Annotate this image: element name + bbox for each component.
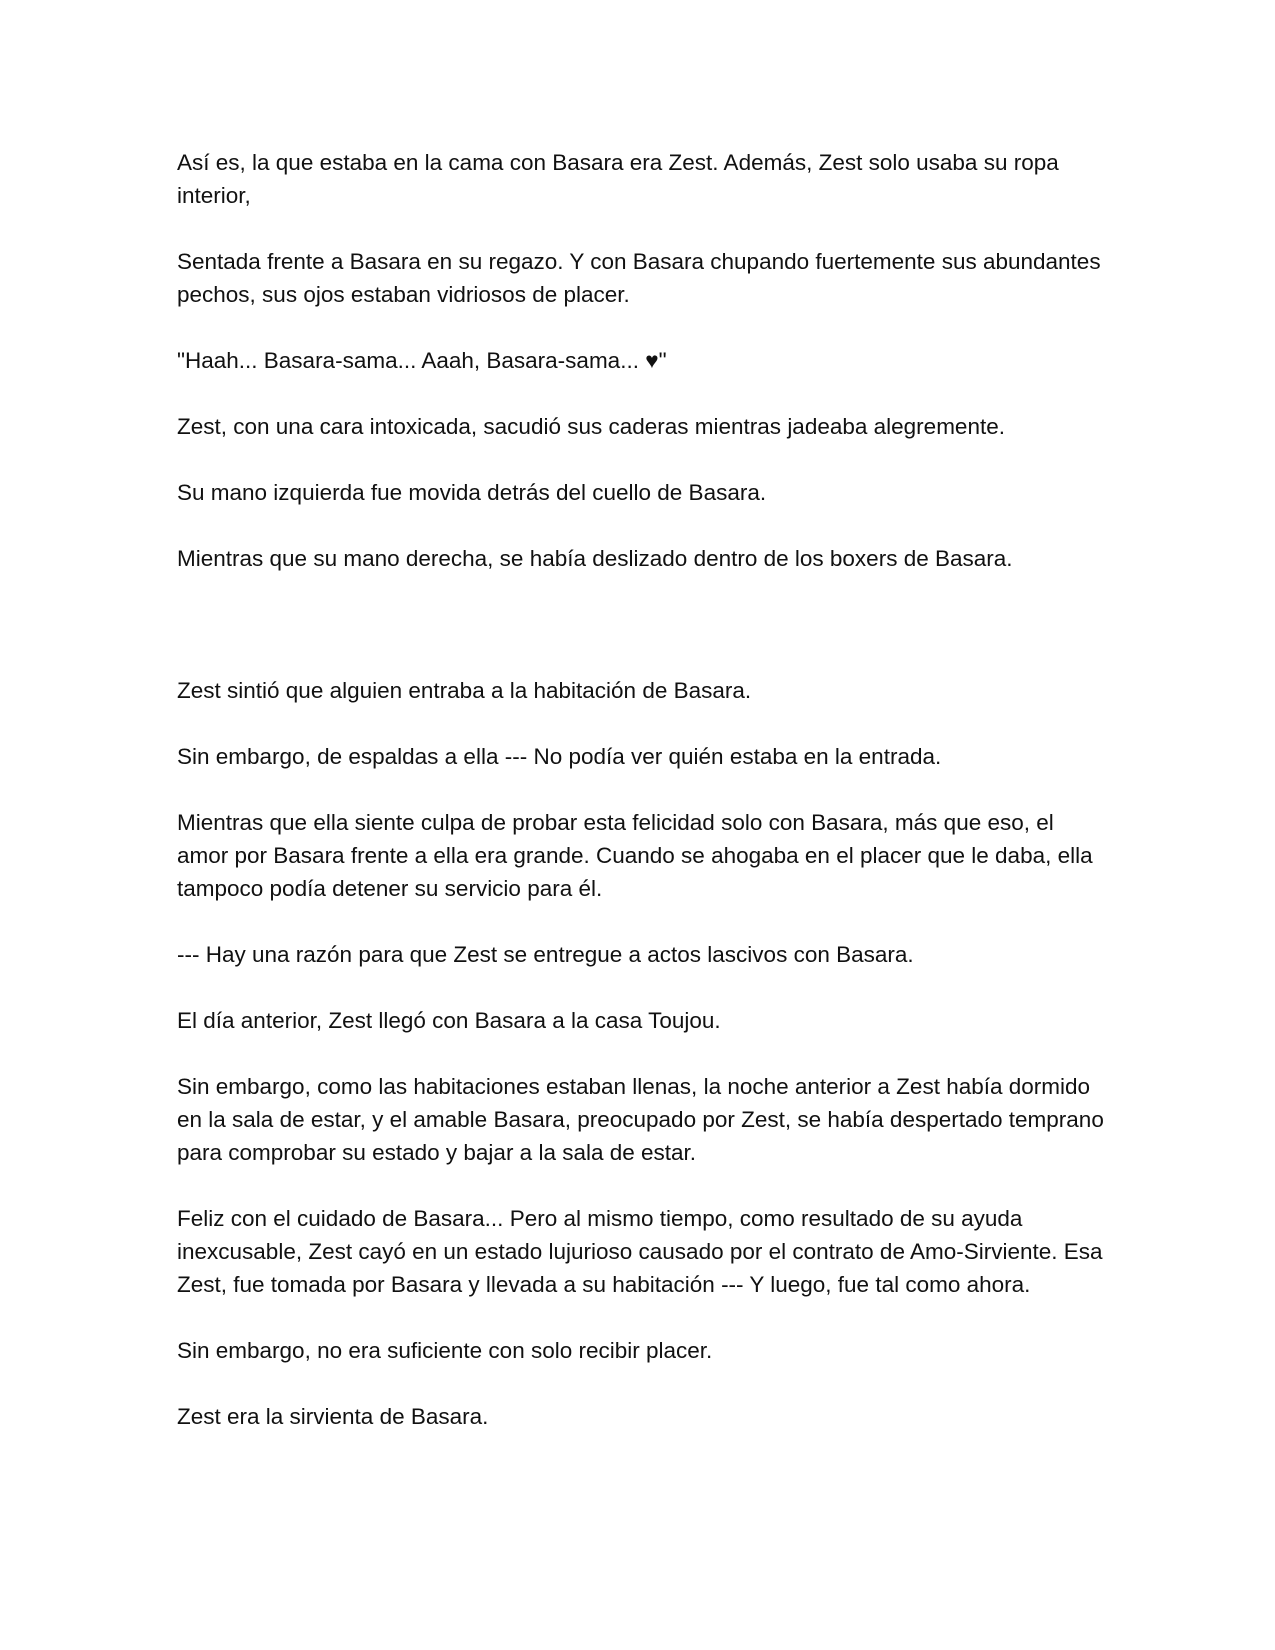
document-body [177,146,1107,1466]
paragraph: Feliz con el cuidado de Basara... Pero al mismo tiempo, como resultado de su ayuda inexcusable, Zest cayó en un estado lujurioso causado por el contrato de Amo-Sirviente. Esa Zest, fue tomada por Basara y llevada a su habitación --- Y luego, fue tal como ahora. [177,1206,1103,1297]
paragraph: Mientras que su mano derecha, se había deslizado dentro de los boxers de Basara. [177,546,1013,571]
paragraph: Zest, con una cara intoxicada, sacudió sus caderas mientras jadeaba alegremente. [177,414,1005,439]
paragraph: Sentada frente a Basara en su regazo. Y con Basara chupando fuertemente sus abundantes pechos, sus ojos estaban vidriosos de placer. [177,249,1101,307]
paragraph: Sin embargo, de espaldas a ella --- No podía ver quién estaba en la entrada. [177,744,942,769]
paragraph: Su mano izquierda fue movida detrás del cuello de Basara. [177,480,767,505]
section-break [177,608,1107,674]
paragraph: Zest sintió que alguien entraba a la habitación de Basara. [177,678,752,703]
paragraph: El día anterior, Zest llegó con Basara a la casa Toujou. [177,1008,721,1033]
paragraph: Sin embargo, no era suficiente con solo recibir placer. [177,1338,713,1363]
paragraph: "Haah... Basara-sama... Aaah, Basara-sama... ♥" [177,348,667,373]
paragraph: Sin embargo, como las habitaciones estaban llenas, la noche anterior a Zest había dormido en la sala de estar, y el amable Basara, preocupado por Zest, se había despertado temprano para comprobar su estado y bajar a la sala de estar. [177,1074,1104,1165]
paragraph: Zest era la sirvienta de Basara. [177,1404,489,1429]
paragraph: --- Hay una razón para que Zest se entregue a actos lascivos con Basara. [177,942,914,967]
paragraph: Así es, la que estaba en la cama con Basara era Zest. Además, Zest solo usaba su ropa interior, [177,150,1059,208]
paragraph: Mientras que ella siente culpa de probar esta felicidad solo con Basara, más que eso, el amor por Basara frente a ella era grande. Cuando se ahogaba en el placer que le daba, ella tampoco podía detener su servicio para él. [177,810,1093,901]
